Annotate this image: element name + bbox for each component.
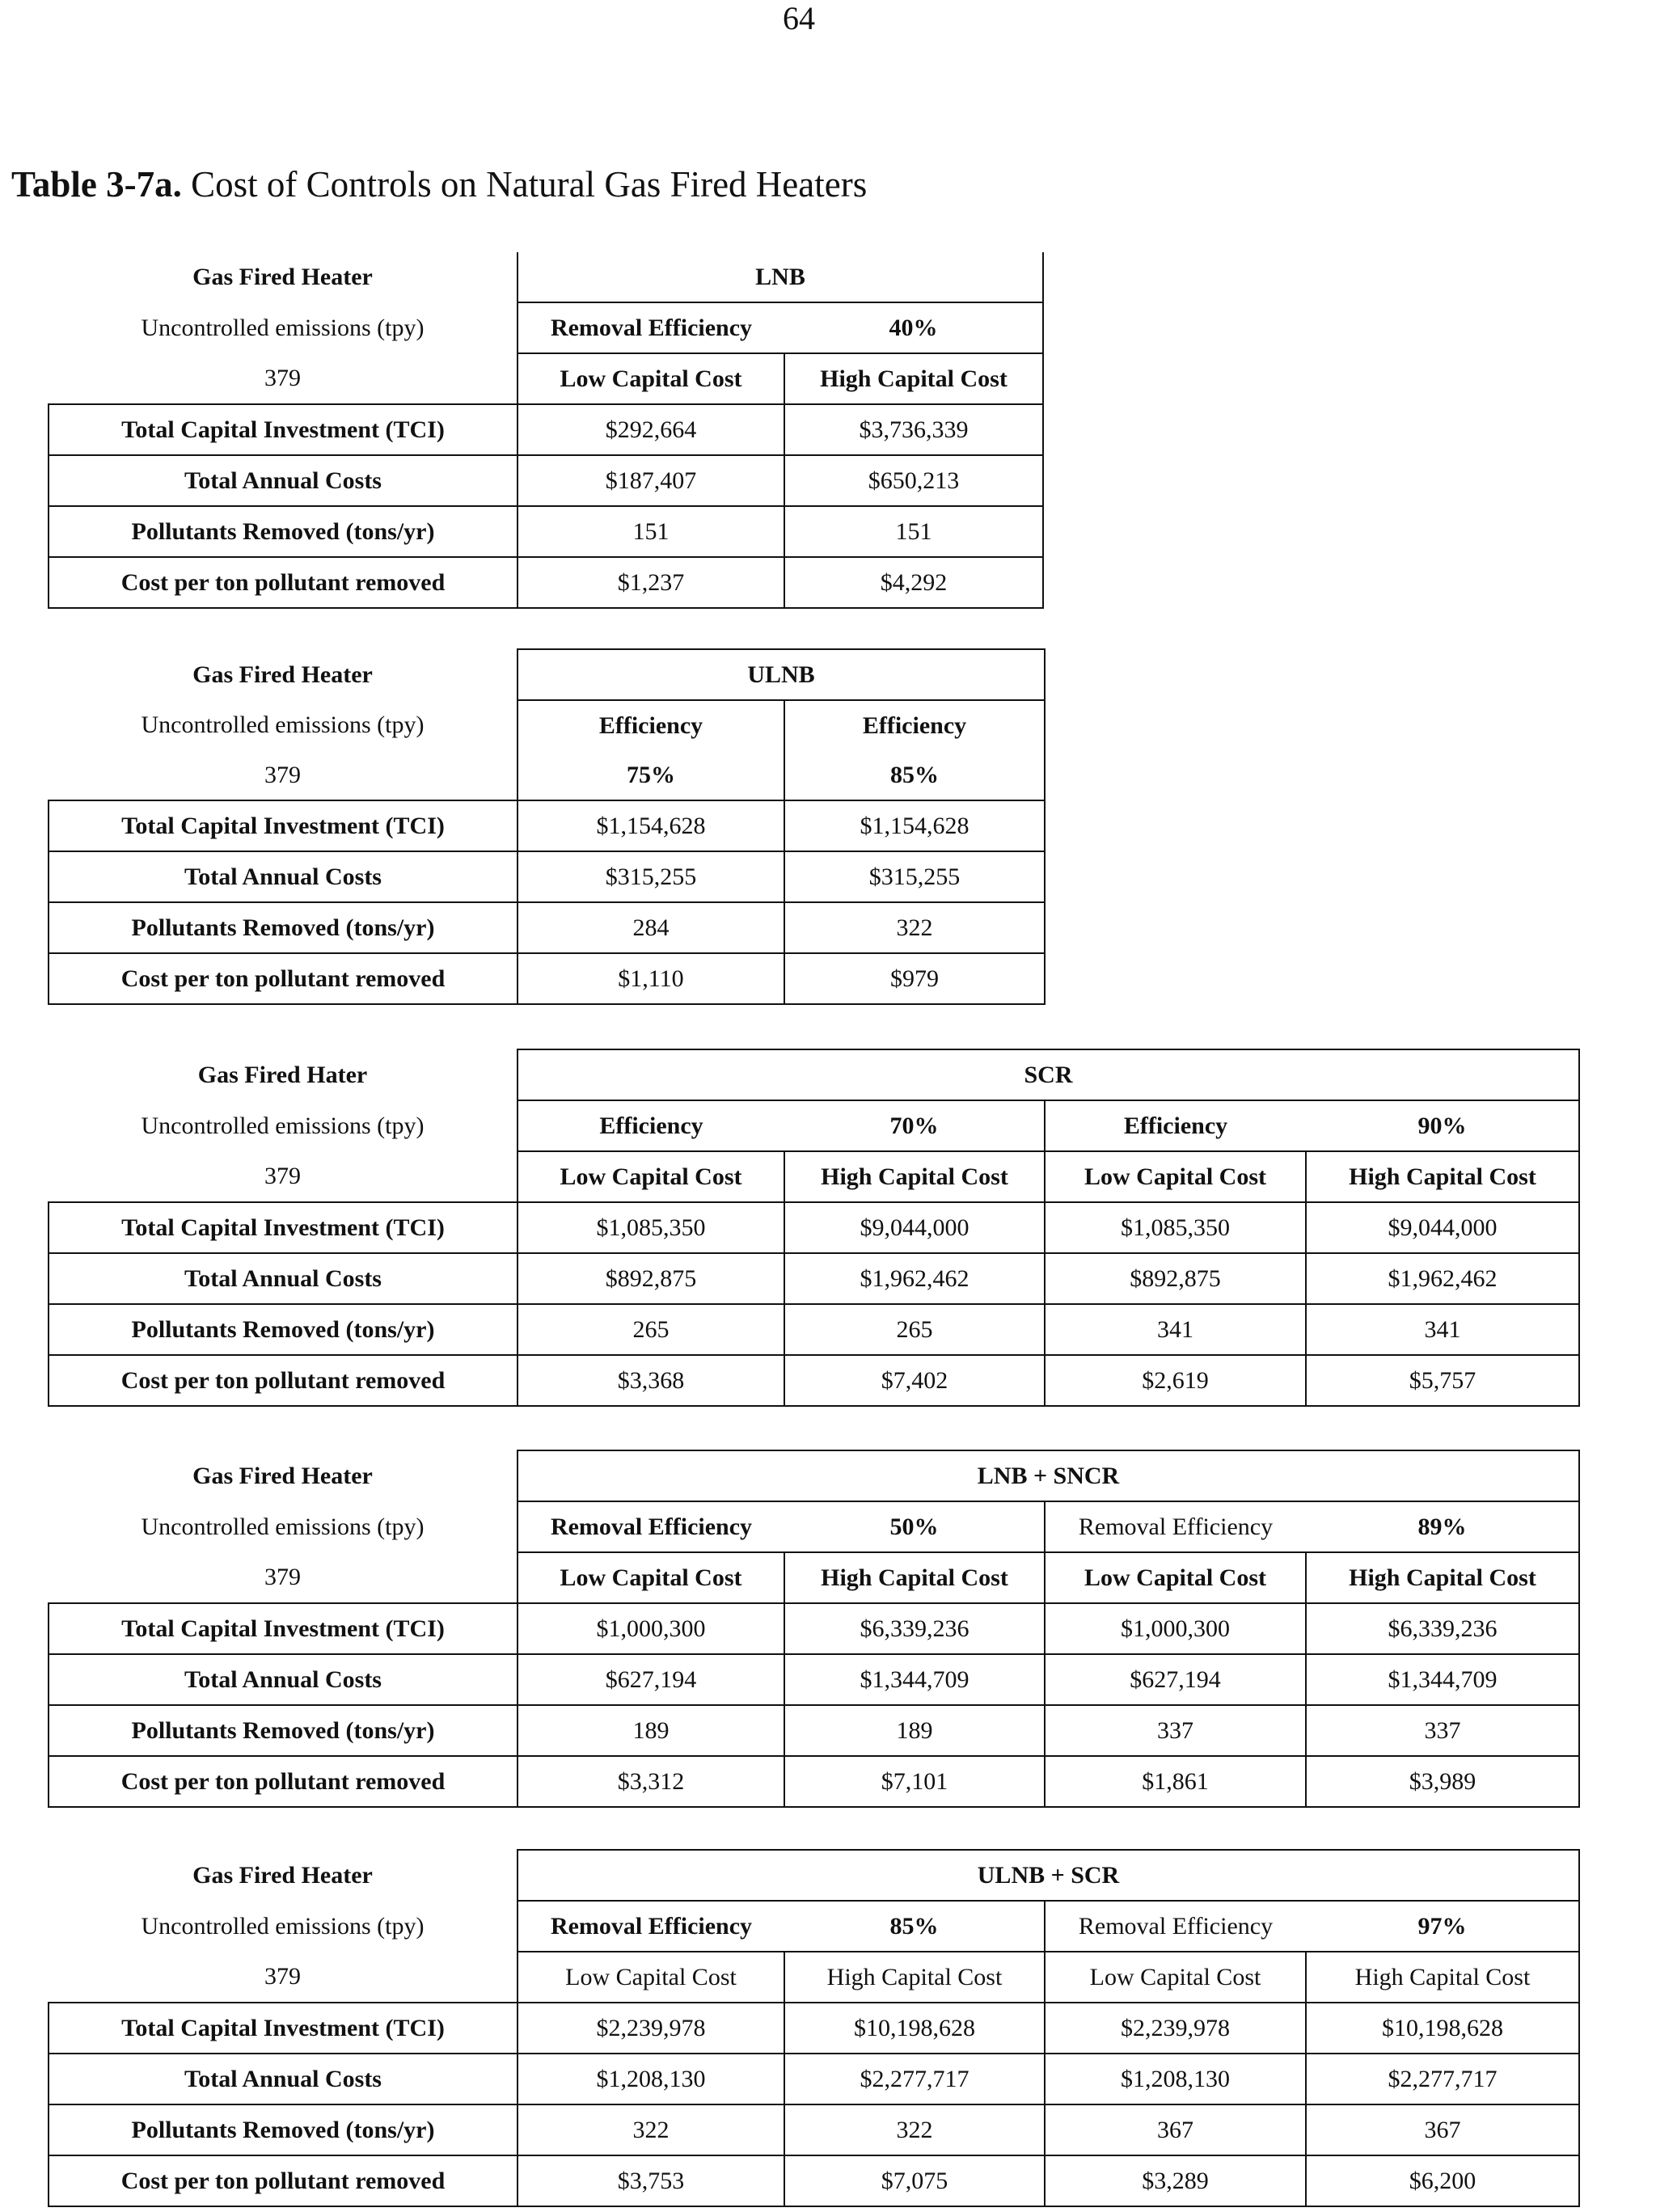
row-value: 337 xyxy=(1045,1705,1306,1756)
row-label: Cost per ton pollutant removed xyxy=(49,953,518,1004)
row-value: $1,085,350 xyxy=(1045,1202,1306,1253)
row-value: $3,312 xyxy=(518,1756,784,1807)
table-header-row xyxy=(49,649,1045,700)
row-label: Total Annual Costs xyxy=(49,2054,518,2104)
row-value: $9,044,000 xyxy=(784,1202,1045,1253)
table-row xyxy=(49,506,1043,557)
lnb-cost-table xyxy=(48,252,1044,609)
row-label: Total Capital Investment (TCI) xyxy=(49,800,518,851)
lnb-sncr-cost-table xyxy=(48,1450,1580,1808)
row-value: $3,753 xyxy=(518,2155,784,2206)
row-label: Total Capital Investment (TCI) xyxy=(49,404,518,455)
row-value: 337 xyxy=(1306,1705,1579,1756)
uncontrolled-value: 379 xyxy=(49,1552,518,1603)
cost-type-cell: High Capital Cost xyxy=(1306,1952,1579,2003)
row-value: $3,736,339 xyxy=(784,404,1043,455)
row-value: $892,875 xyxy=(1045,1253,1306,1304)
uncontrolled-value: 379 xyxy=(49,1952,518,2003)
row-value: 341 xyxy=(1306,1304,1579,1355)
row-value: $2,619 xyxy=(1045,1355,1306,1406)
row-value: 151 xyxy=(784,506,1043,557)
table-header-row xyxy=(49,1049,1579,1100)
efficiency-cell: 50% xyxy=(784,1501,1045,1552)
row-label: Total Annual Costs xyxy=(49,455,518,506)
table-row xyxy=(49,404,1043,455)
row-value: $10,198,628 xyxy=(1306,2003,1579,2054)
row-label: Pollutants Removed (tons/yr) xyxy=(49,506,518,557)
efficiency-cell: Efficiency xyxy=(518,1100,784,1151)
title-separator: . xyxy=(172,164,182,205)
efficiency-cell: 89% xyxy=(1306,1501,1579,1552)
table-row xyxy=(49,2104,1579,2155)
row-label: Cost per ton pollutant removed xyxy=(49,2155,518,2206)
cost-type-cell: High Capital Cost xyxy=(784,1952,1045,2003)
row-value: $1,085,350 xyxy=(518,1202,784,1253)
efficiency-cell: 40% xyxy=(784,302,1043,353)
cost-type-cell: Low Capital Cost xyxy=(518,353,784,404)
efficiency-cell: Removal Efficiency xyxy=(518,302,784,353)
cost-type-row xyxy=(49,1552,1579,1603)
cost-type-cell: High Capital Cost xyxy=(784,353,1043,404)
row-label: Total Annual Costs xyxy=(49,1253,518,1304)
row-value: $4,292 xyxy=(784,557,1043,608)
row-value: $6,339,236 xyxy=(784,1603,1045,1654)
row-value: $7,075 xyxy=(784,2155,1045,2206)
row-value: 151 xyxy=(518,506,784,557)
row-value: $292,664 xyxy=(518,404,784,455)
row-value: $2,277,717 xyxy=(784,2054,1045,2104)
row-label: Pollutants Removed (tons/yr) xyxy=(49,2104,518,2155)
uncontrolled-label: Uncontrolled emissions (tpy) xyxy=(141,711,425,738)
efficiency-cell: 97% xyxy=(1306,1901,1579,1952)
uncontrolled-value: 379 xyxy=(49,353,518,404)
row-label: Pollutants Removed (tons/yr) xyxy=(49,1705,518,1756)
table-row xyxy=(49,2003,1579,2054)
row-value: $2,239,978 xyxy=(518,2003,784,2054)
uncontrolled-label: Uncontrolled emissions (tpy) xyxy=(141,1112,425,1139)
efficiency-cell: 85% xyxy=(784,1901,1045,1952)
efficiency-cell: 70% xyxy=(784,1100,1045,1151)
cost-type-cell: 85% xyxy=(784,750,1045,800)
row-value: $187,407 xyxy=(518,455,784,506)
row-value: $1,154,628 xyxy=(784,800,1045,851)
row-value: $9,044,000 xyxy=(1306,1202,1579,1253)
row-value: 367 xyxy=(1306,2104,1579,2155)
row-value: $892,875 xyxy=(518,1253,784,1304)
row-value: $1,000,300 xyxy=(518,1603,784,1654)
table-row xyxy=(49,1603,1579,1654)
efficiency-row xyxy=(49,1501,1579,1552)
table-number: Table 3-7a xyxy=(11,164,173,205)
page-title xyxy=(11,162,867,207)
row-label: Cost per ton pollutant removed xyxy=(49,1355,518,1406)
efficiency-row xyxy=(49,302,1043,353)
row-value: $6,339,236 xyxy=(1306,1603,1579,1654)
row-value: $1,208,130 xyxy=(1045,2054,1306,2104)
efficiency-cell: Efficiency xyxy=(1045,1100,1306,1151)
row-label: Total Capital Investment (TCI) xyxy=(49,1603,518,1654)
efficiency-cell: Removal Efficiency xyxy=(1045,1501,1306,1552)
row-value: 322 xyxy=(784,902,1045,953)
row-value: 189 xyxy=(784,1705,1045,1756)
uncontrolled-label: Uncontrolled emissions (tpy) xyxy=(141,1513,425,1540)
cost-type-cell: Low Capital Cost xyxy=(518,1151,784,1202)
heater-label: Gas Fired Heater xyxy=(192,264,373,290)
page-number: 64 xyxy=(783,0,815,36)
table-caption: Cost of Controls on Natural Gas Fired Heaters xyxy=(191,164,868,205)
row-label: Cost per ton pollutant removed xyxy=(49,1756,518,1807)
control-name: LNB xyxy=(518,252,1043,302)
row-label: Pollutants Removed (tons/yr) xyxy=(49,1304,518,1355)
row-value: $1,208,130 xyxy=(518,2054,784,2104)
table-row xyxy=(49,1304,1579,1355)
cost-type-cell: Low Capital Cost xyxy=(1045,1952,1306,2003)
row-value: $1,237 xyxy=(518,557,784,608)
uncontrolled-label: Uncontrolled emissions (tpy) xyxy=(141,314,425,341)
efficiency-cell: Efficiency xyxy=(518,700,784,750)
cost-type-cell: High Capital Cost xyxy=(1306,1552,1579,1603)
control-name: ULNB xyxy=(518,649,1045,700)
row-value: $1,154,628 xyxy=(518,800,784,851)
control-name: LNB + SNCR xyxy=(518,1450,1579,1501)
efficiency-cell: Removal Efficiency xyxy=(518,1901,784,1952)
table-row xyxy=(49,455,1043,506)
table-row xyxy=(49,557,1043,608)
efficiency-cell: 90% xyxy=(1306,1100,1579,1151)
efficiency-cell: Removal Efficiency xyxy=(518,1501,784,1552)
efficiency-cell: Removal Efficiency xyxy=(1045,1901,1306,1952)
row-value: 189 xyxy=(518,1705,784,1756)
row-value: $650,213 xyxy=(784,455,1043,506)
scr-cost-table xyxy=(48,1049,1580,1407)
cost-type-cell: Low Capital Cost xyxy=(1045,1552,1306,1603)
row-value: $1,861 xyxy=(1045,1756,1306,1807)
row-value: $1,962,462 xyxy=(784,1253,1045,1304)
row-value: $627,194 xyxy=(518,1654,784,1705)
row-value: 322 xyxy=(784,2104,1045,2155)
table-row xyxy=(49,1654,1579,1705)
row-value: 341 xyxy=(1045,1304,1306,1355)
table-row xyxy=(49,2155,1579,2206)
row-label: Total Annual Costs xyxy=(49,851,518,902)
cost-type-cell: Low Capital Cost xyxy=(1045,1151,1306,1202)
table-row xyxy=(49,2054,1579,2104)
row-value: $2,277,717 xyxy=(1306,2054,1579,2104)
row-value: $7,101 xyxy=(784,1756,1045,1807)
cost-type-cell: Low Capital Cost xyxy=(518,1952,784,2003)
row-value: $1,000,300 xyxy=(1045,1603,1306,1654)
heater-label: Gas Fired Heater xyxy=(192,1462,373,1489)
row-value: 265 xyxy=(518,1304,784,1355)
efficiency-row xyxy=(49,1100,1579,1151)
row-label: Cost per ton pollutant removed xyxy=(49,557,518,608)
table-row xyxy=(49,1355,1579,1406)
cost-type-row xyxy=(49,750,1045,800)
row-value: $1,962,462 xyxy=(1306,1253,1579,1304)
table-row xyxy=(49,902,1045,953)
table-row xyxy=(49,1756,1579,1807)
row-value: $1,344,709 xyxy=(1306,1654,1579,1705)
control-name: ULNB + SCR xyxy=(518,1850,1579,1901)
table-row xyxy=(49,800,1045,851)
row-value: 322 xyxy=(518,2104,784,2155)
uncontrolled-value: 379 xyxy=(49,750,518,800)
cost-type-cell: High Capital Cost xyxy=(784,1151,1045,1202)
table-row xyxy=(49,1202,1579,1253)
row-value: $6,200 xyxy=(1306,2155,1579,2206)
row-value: $3,989 xyxy=(1306,1756,1579,1807)
efficiency-row xyxy=(49,700,1045,750)
uncontrolled-label: Uncontrolled emissions (tpy) xyxy=(141,1912,425,1940)
row-value: $315,255 xyxy=(518,851,784,902)
efficiency-row xyxy=(49,1901,1579,1952)
row-value: $627,194 xyxy=(1045,1654,1306,1705)
cost-type-row xyxy=(49,1151,1579,1202)
table-row xyxy=(49,1253,1579,1304)
table-row xyxy=(49,953,1045,1004)
cost-type-cell: High Capital Cost xyxy=(1306,1151,1579,1202)
row-value: $2,239,978 xyxy=(1045,2003,1306,2054)
row-value: $1,110 xyxy=(518,953,784,1004)
row-label: Pollutants Removed (tons/yr) xyxy=(49,902,518,953)
cost-type-row xyxy=(49,353,1043,404)
table-header-row xyxy=(49,252,1043,302)
efficiency-cell: Efficiency xyxy=(784,700,1045,750)
table-row xyxy=(49,1705,1579,1756)
heater-label: Gas Fired Heater xyxy=(192,1861,373,1889)
row-value: $10,198,628 xyxy=(784,2003,1045,2054)
row-value: 367 xyxy=(1045,2104,1306,2155)
row-value: $5,757 xyxy=(1306,1355,1579,1406)
ulnb-scr-cost-table xyxy=(48,1849,1580,2207)
cost-type-row xyxy=(49,1952,1579,2003)
table-row xyxy=(49,851,1045,902)
row-label: Total Annual Costs xyxy=(49,1654,518,1705)
control-name: SCR xyxy=(518,1049,1579,1100)
row-value: $7,402 xyxy=(784,1355,1045,1406)
row-label: Total Capital Investment (TCI) xyxy=(49,1202,518,1253)
cost-type-cell: 75% xyxy=(518,750,784,800)
uncontrolled-value: 379 xyxy=(49,1151,518,1202)
row-value: $1,344,709 xyxy=(784,1654,1045,1705)
heater-label: Gas Fired Hater xyxy=(197,1061,368,1088)
table-header-row xyxy=(49,1850,1579,1901)
row-value: 265 xyxy=(784,1304,1045,1355)
row-value: 284 xyxy=(518,902,784,953)
row-value: $979 xyxy=(784,953,1045,1004)
row-value: $3,289 xyxy=(1045,2155,1306,2206)
row-value: $3,368 xyxy=(518,1355,784,1406)
row-value: $315,255 xyxy=(784,851,1045,902)
heater-label: Gas Fired Heater xyxy=(192,661,373,688)
ulnb-cost-table xyxy=(48,648,1046,1005)
cost-type-cell: Low Capital Cost xyxy=(518,1552,784,1603)
table-header-row xyxy=(49,1450,1579,1501)
row-label: Total Capital Investment (TCI) xyxy=(49,2003,518,2054)
cost-type-cell: High Capital Cost xyxy=(784,1552,1045,1603)
